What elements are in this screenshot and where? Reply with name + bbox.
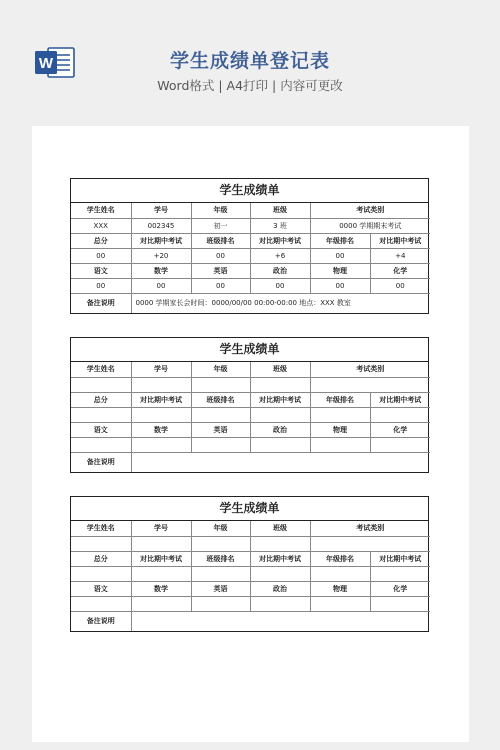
label-vs-midterm: 对比期中考试 bbox=[250, 551, 310, 566]
value-student-id[interactable]: 002345 bbox=[131, 218, 191, 233]
report-card-table bbox=[71, 521, 430, 631]
value-grade[interactable]: 初一 bbox=[191, 218, 250, 233]
label-grade: 年级 bbox=[191, 203, 250, 218]
label-vs-midterm: 对比期中考试 bbox=[250, 233, 310, 248]
table-row bbox=[71, 293, 430, 313]
report-card-1 bbox=[70, 178, 429, 314]
value-class-rank[interactable]: 00 bbox=[191, 248, 250, 263]
label-student-name: 学生姓名 bbox=[71, 521, 131, 536]
value-grade-rank-change[interactable]: +4 bbox=[370, 248, 430, 263]
value-remarks[interactable] bbox=[131, 611, 430, 631]
value-class-rank-change[interactable] bbox=[250, 566, 310, 581]
value-grade-rank-change[interactable] bbox=[370, 566, 430, 581]
report-card-3 bbox=[70, 496, 429, 632]
value-chemistry[interactable]: 00 bbox=[370, 278, 430, 293]
value-total-change[interactable]: +20 bbox=[131, 248, 191, 263]
label-student-id: 学号 bbox=[131, 362, 191, 377]
label-class-rank: 班级排名 bbox=[191, 551, 250, 566]
value-exam-type[interactable]: 0000 学期期末考试 bbox=[310, 218, 430, 233]
table-row bbox=[71, 362, 430, 377]
label-english: 英语 bbox=[191, 263, 250, 278]
value-english[interactable] bbox=[191, 437, 250, 452]
label-vs-midterm: 对比期中考试 bbox=[131, 392, 191, 407]
label-remarks: 备注说明 bbox=[71, 452, 131, 472]
value-politics[interactable]: 00 bbox=[250, 278, 310, 293]
value-class-rank[interactable] bbox=[191, 407, 250, 422]
value-math[interactable] bbox=[131, 437, 191, 452]
label-total-score: 总分 bbox=[71, 551, 131, 566]
table-row bbox=[71, 203, 430, 218]
label-grade: 年级 bbox=[191, 521, 250, 536]
value-class-rank-change[interactable]: +6 bbox=[250, 248, 310, 263]
value-total-change[interactable] bbox=[131, 566, 191, 581]
label-math: 数学 bbox=[131, 422, 191, 437]
value-total-score[interactable] bbox=[71, 407, 131, 422]
table-row bbox=[71, 407, 430, 422]
label-grade-rank: 年级排名 bbox=[310, 551, 370, 566]
page-header bbox=[0, 0, 500, 110]
value-chemistry[interactable] bbox=[370, 596, 430, 611]
value-politics[interactable] bbox=[250, 437, 310, 452]
table-row bbox=[71, 566, 430, 581]
table-row bbox=[71, 263, 430, 278]
label-grade: 年级 bbox=[191, 362, 250, 377]
label-class: 班级 bbox=[250, 521, 310, 536]
value-math[interactable] bbox=[131, 596, 191, 611]
value-total-score[interactable]: 00 bbox=[71, 248, 131, 263]
value-chinese[interactable] bbox=[71, 437, 131, 452]
label-student-name: 学生姓名 bbox=[71, 362, 131, 377]
label-physics: 物理 bbox=[310, 263, 370, 278]
value-class-rank-change[interactable] bbox=[250, 407, 310, 422]
label-grade-rank: 年级排名 bbox=[310, 233, 370, 248]
label-vs-midterm: 对比期中考试 bbox=[131, 233, 191, 248]
table-row bbox=[71, 611, 430, 631]
label-class-rank: 班级排名 bbox=[191, 392, 250, 407]
label-class-rank: 班级排名 bbox=[191, 233, 250, 248]
label-exam-type: 考试类别 bbox=[310, 203, 430, 218]
value-chemistry[interactable] bbox=[370, 437, 430, 452]
value-class[interactable] bbox=[250, 377, 310, 392]
label-remarks: 备注说明 bbox=[71, 611, 131, 631]
value-exam-type[interactable] bbox=[310, 536, 430, 551]
value-chinese[interactable]: 00 bbox=[71, 278, 131, 293]
table-row bbox=[71, 536, 430, 551]
value-grade-rank[interactable]: 00 bbox=[310, 248, 370, 263]
table-row bbox=[71, 437, 430, 452]
label-vs-midterm: 对比期中考试 bbox=[370, 233, 430, 248]
value-grade[interactable] bbox=[191, 536, 250, 551]
label-total-score: 总分 bbox=[71, 233, 131, 248]
value-physics[interactable] bbox=[310, 596, 370, 611]
label-politics: 政治 bbox=[250, 422, 310, 437]
label-vs-midterm: 对比期中考试 bbox=[370, 551, 430, 566]
value-student-id[interactable] bbox=[131, 536, 191, 551]
table-row bbox=[71, 521, 430, 536]
table-row bbox=[71, 248, 430, 263]
label-math: 数学 bbox=[131, 263, 191, 278]
label-physics: 物理 bbox=[310, 581, 370, 596]
label-chinese: 语文 bbox=[71, 263, 131, 278]
table-row bbox=[71, 581, 430, 596]
value-grade-rank[interactable] bbox=[310, 407, 370, 422]
label-grade-rank: 年级排名 bbox=[310, 392, 370, 407]
label-vs-midterm: 对比期中考试 bbox=[370, 392, 430, 407]
label-chinese: 语文 bbox=[71, 422, 131, 437]
label-politics: 政治 bbox=[250, 263, 310, 278]
word-logo-letter: W bbox=[38, 55, 54, 72]
label-math: 数学 bbox=[131, 581, 191, 596]
label-exam-type: 考试类别 bbox=[310, 362, 430, 377]
paper-sheet bbox=[32, 126, 469, 742]
table-row bbox=[71, 278, 430, 293]
label-physics: 物理 bbox=[310, 422, 370, 437]
label-chinese: 语文 bbox=[71, 581, 131, 596]
label-vs-midterm: 对比期中考试 bbox=[131, 551, 191, 566]
label-politics: 政治 bbox=[250, 581, 310, 596]
label-remarks: 备注说明 bbox=[71, 293, 131, 313]
label-student-name: 学生姓名 bbox=[71, 203, 131, 218]
value-remarks[interactable] bbox=[131, 452, 430, 472]
table-row bbox=[71, 233, 430, 248]
value-student-name[interactable] bbox=[71, 536, 131, 551]
report-card-table bbox=[71, 203, 430, 313]
label-exam-type: 考试类别 bbox=[310, 521, 430, 536]
label-chemistry: 化学 bbox=[370, 581, 430, 596]
value-remarks[interactable]: 0000 学期家长会时间：0000/00/00 00:00-00:00 地点：XXX 教室 bbox=[135, 299, 351, 308]
value-physics[interactable] bbox=[310, 437, 370, 452]
value-total-change[interactable] bbox=[131, 407, 191, 422]
report-card-table bbox=[71, 362, 430, 472]
value-english[interactable] bbox=[191, 596, 250, 611]
value-physics[interactable]: 00 bbox=[310, 278, 370, 293]
label-vs-midterm: 对比期中考试 bbox=[250, 392, 310, 407]
table-row bbox=[71, 392, 430, 407]
table-row bbox=[71, 218, 430, 233]
value-chinese[interactable] bbox=[71, 596, 131, 611]
value-exam-type[interactable] bbox=[310, 377, 430, 392]
label-chemistry: 化学 bbox=[370, 263, 430, 278]
value-class[interactable]: 3 班 bbox=[250, 218, 310, 233]
value-politics[interactable] bbox=[250, 596, 310, 611]
value-math[interactable]: 00 bbox=[131, 278, 191, 293]
report-card-title: 学生成绩单 bbox=[71, 338, 428, 362]
label-student-id: 学号 bbox=[131, 521, 191, 536]
page-subtitle: Word格式 | A4打印 | 内容可更改 bbox=[157, 78, 343, 93]
label-chemistry: 化学 bbox=[370, 422, 430, 437]
label-class: 班级 bbox=[250, 362, 310, 377]
table-row bbox=[71, 422, 430, 437]
label-total-score: 总分 bbox=[71, 392, 131, 407]
value-student-name[interactable] bbox=[71, 377, 131, 392]
table-row bbox=[71, 377, 430, 392]
report-card-title: 学生成绩单 bbox=[71, 497, 428, 521]
table-row bbox=[71, 452, 430, 472]
label-student-id: 学号 bbox=[131, 203, 191, 218]
value-class-rank[interactable] bbox=[191, 566, 250, 581]
report-card-2 bbox=[70, 337, 429, 473]
label-class: 班级 bbox=[250, 203, 310, 218]
table-row bbox=[71, 551, 430, 566]
value-student-name[interactable]: XXX bbox=[71, 218, 131, 233]
value-grade-rank[interactable] bbox=[310, 566, 370, 581]
page-title: 学生成绩单登记表 bbox=[169, 50, 330, 72]
report-card-title: 学生成绩单 bbox=[71, 179, 428, 203]
value-english[interactable]: 00 bbox=[191, 278, 250, 293]
value-class[interactable] bbox=[250, 536, 310, 551]
label-english: 英语 bbox=[191, 422, 250, 437]
table-row bbox=[71, 596, 430, 611]
value-total-score[interactable] bbox=[71, 566, 131, 581]
value-grade[interactable] bbox=[191, 377, 250, 392]
value-grade-rank-change[interactable] bbox=[370, 407, 430, 422]
value-student-id[interactable] bbox=[131, 377, 191, 392]
label-english: 英语 bbox=[191, 581, 250, 596]
